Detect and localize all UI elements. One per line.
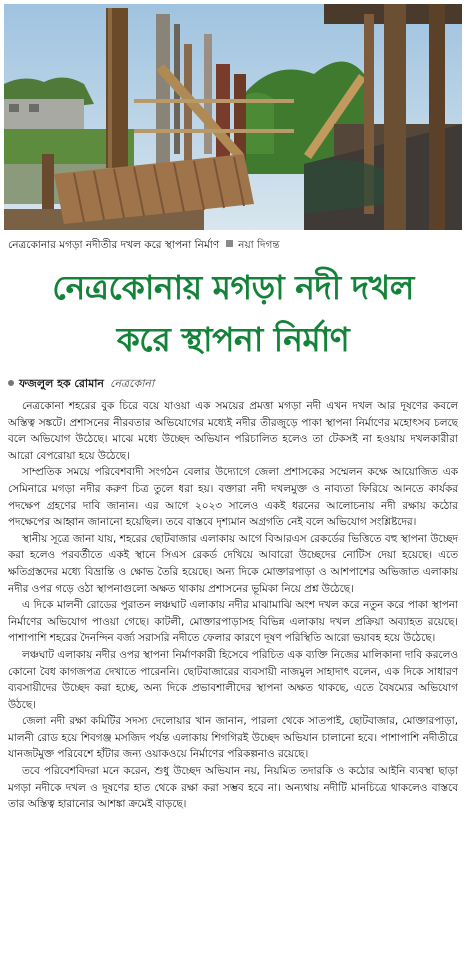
paragraph: নেত্রকোনা শহরের বুক চিরে বয়ে যাওয়া এক সময়ের প্রমত্তা মগড়া নদী এখন দখল আর দূষণের কবলে অস্তিত্ব সঙ্কটে। প্রশাসনের নীরবতার অভিযোগের মধ্যেই নদীর তীরজুড়ে পাকা স্থাপনা নির্মাণের মহোৎসব চলছে বলে অভিযোগ উঠেছে। মাঝে মধ্যে উচ্ছেদ অভিযান পরিচালিত হলেও তা টেকসই না হওয়ায় দখলকারীরা আরো বেপরোয়া হয়ে উঠেছে। (8, 400, 458, 462)
paragraph: তবে পরিবেশবিদরা মনে করেন, শুধু উচ্ছেদ অভিযান নয়, নিয়মিত তদারকি ও কঠোর আইনি ব্যবস্থা ছাড়া মগড়া নদীকে দখল ও দূষণের হাত থেকে রক্ষা করা সম্ভব হবে না। অন্যথায় নদীটি মানচিত্রে থাকলেও বাস্তবে তার অস্তিত্ব হারানোর আশঙ্কা ক্রমেই বাড়ছে। (8, 765, 458, 811)
headline (6, 262, 460, 374)
separator-square-icon (226, 240, 233, 247)
headline-line-1: নেত্রকোনায় মগড়া নদী দখল (52, 268, 414, 307)
caption-text: নেত্রকোনার মগড়া নদীতীর দখল করে স্থাপনা নির্মাণ (8, 239, 220, 251)
paragraph: স্থানীয় সূত্রে জানা যায়, শহরের ছোটবাজার এলাকায় আগে বিআরএস রেকর্ডের ভিত্তিতে বহু স্থাপনা উচ্ছেদ করা হলেও পরবর্তীতে একই স্থানে সিএস রেকর্ড দেখিয়ে আবারো উচ্ছেদের নোটিস দেয়া হয়েছে। এতে ক্ষতিগ্রস্তদের মধ্যে বিভ্রান্তি ও ক্ষোভ তৈরি হয়েছে। অন্য দিকে মোক্তারপাড়া ও আশপাশের অভিজাত এলাকায় নদীর ওপর গড়ে ওঠা স্থাপনাগুলো অক্ষত থাকায় প্রশাসনের ভূমিকা নিয়ে প্রশ্ন উঠেছে। (8, 532, 458, 595)
bullet-dot-icon (8, 380, 14, 386)
paragraph: জেলা নদী রক্ষা কমিটির সদস্য দেলোয়ার খান জানান, পারলা থেকে সাতপাই, ছোটবাজার, মোক্তারপাড়া, মালনী রোড হয়ে শিবগঞ্জ মসজিদ পর্যন্ত এলাকায় শিগগিরই উচ্ছেদ অভিযান চালানো হবে। পাশাপাশি নদীতীরে যানজটমুক্ত পরিবেশে হাঁটার জন্য ওয়াকওয়ে নির্মাণের পরিকল্পনাও রয়েছে। (8, 715, 458, 761)
construction-site-photo (4, 4, 462, 230)
article-body (8, 398, 458, 958)
paragraph: সাম্প্রতিক সময়ে পরিবেশবাদী সংগঠন বেলার উদ্যোগে জেলা প্রশাসকের সম্মেলন কক্ষে আয়োজিত এক সেমিনারে মগড়া নদীর করুণ চিত্র তুলে ধরা হয়। বক্তারা নদী দখলমুক্ত ও নাব্যতা ফিরিয়ে আনতে কার্যকর পদক্ষেপ গ্রহণের দাবি জানান। এর আগে ২০২৩ সালেও একই ধরনের আলোচনায় নদী রক্ষায় কঠোর পদক্ষেপের আহ্বান জানানো হয়েছিল। তবে বাস্তবে দৃশ্যমান অগ্রগতি নেই বলে অভিযোগ সংশ্লিষ্টদের। (8, 466, 458, 529)
dateline-location: নেত্রকোনা (109, 377, 155, 390)
headline-line-2: করে স্থাপনা নির্মাণ (116, 320, 350, 359)
photo-caption (8, 236, 458, 254)
author-name: ফজলুল হক রোমান (19, 377, 104, 390)
paragraph: এ দিকে মালনী রোডের পুরাতন লঞ্চঘাট এলাকায় নদীর মাঝামাঝি অংশ দখল করে নতুন করে পাকা স্থাপনা নির্মাণের অভিযোগ পাওয়া গেছে। কাটলী, মোক্তারপাড়াসহ বিভিন্ন এলাকায় দখল প্রক্রিয়া অব্যাহত রয়েছে। পাশাপাশি শহরের দৈনন্দিন বর্জ্য সরাসরি নদীতে ফেলার কারণে দূষণ পরিস্থিতি আরো ভয়াবহ হয়ে উঠেছে। (8, 599, 458, 645)
paragraph: লঞ্চঘাট এলাকায় নদীর ওপর স্থাপনা নির্মাণকারী হিসেবে পরিচিত এক ব্যক্তি নিজের মালিকানা দাবি করলেও কোনো বৈধ কাগজপত্র দেখাতে পারেননি। ছোটবাজারের ব্যবসায়ী নাজমুল সাহাদাৎ বলেন, এক দিকে সাধারণ ব্যবসায়ীদের উচ্ছেদ করা হচ্ছে, অন্য দিকে প্রভাবশালীদের স্থাপনা অক্ষত থাকছে, এতে বৈষম্যের অভিযোগ উঠছে। (8, 648, 458, 711)
byline (8, 376, 458, 392)
caption-source: নয়া দিগন্ত (238, 239, 280, 251)
